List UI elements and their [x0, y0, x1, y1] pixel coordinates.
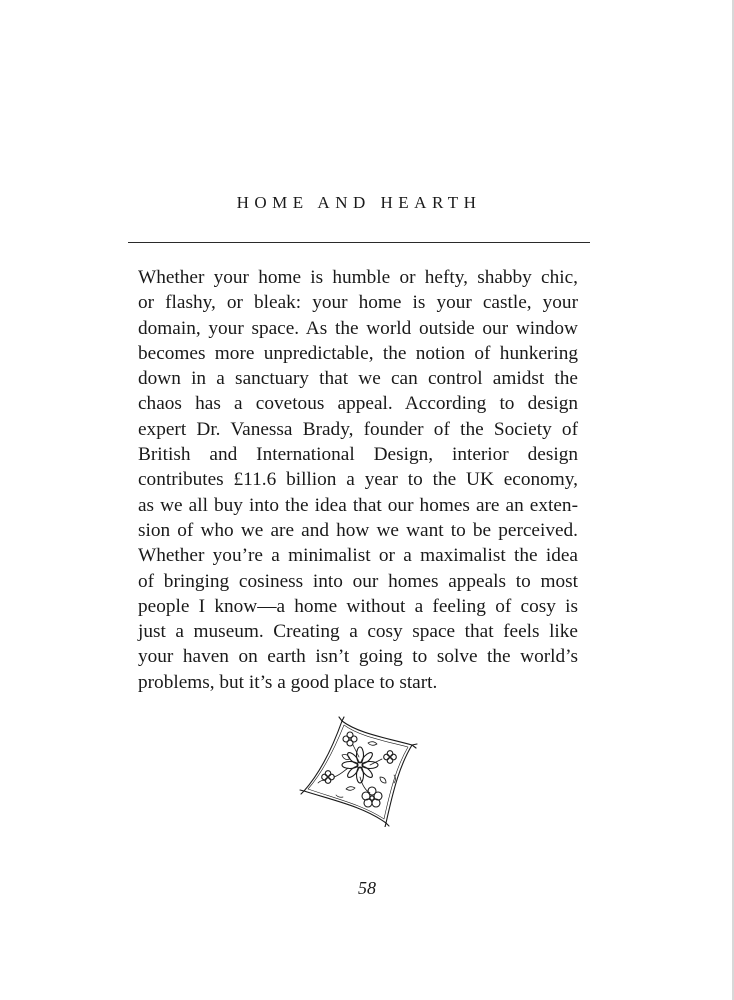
text-line: expert Dr. Vanessa Brady, founder of the Society of [138, 418, 578, 440]
text-line: problems, but it’s a good place to start. [138, 671, 438, 693]
text-line: British and International Design, interior design [138, 444, 578, 466]
text-line: just a museum. Creating a cosy space that feels like [138, 621, 578, 643]
text-line: of bringing cosiness into our homes appeals to most [138, 570, 578, 592]
text-line: contributes £11.6 billion a year to the UK economy, [138, 469, 578, 491]
header-rule [128, 242, 590, 243]
body-paragraph [138, 265, 578, 695]
text-line: your haven on earth isn’t going to solve the world’s [138, 646, 578, 668]
page-number: 58 [358, 878, 376, 898]
text-line: domain, your space. As the world outside our window [138, 317, 578, 339]
text-line: or flashy, or bleak: your home is your castle, your [138, 292, 578, 314]
text-line: chaos has a covetous appeal. According to design [138, 393, 578, 415]
text-line: Whether you’re a minimalist or a maximalist the idea [138, 545, 578, 567]
text-line: Whether your home is humble or hefty, shabby chic, [138, 267, 578, 288]
text-line: as we all buy into the idea that our homes are an exten- [138, 494, 578, 516]
text-line: people I know—a home without a feeling of cosy is [138, 595, 578, 617]
running-head: HOME AND HEARTH [236, 193, 482, 212]
text-line: down in a sanctuary that we can control amidst the [138, 368, 578, 390]
embroidered-cushion-icon [298, 715, 420, 827]
text-line: sion of who we are and how we want to be perceived. [138, 519, 578, 541]
text-line: becomes more unpredictable, the notion of hunkering [138, 342, 578, 364]
